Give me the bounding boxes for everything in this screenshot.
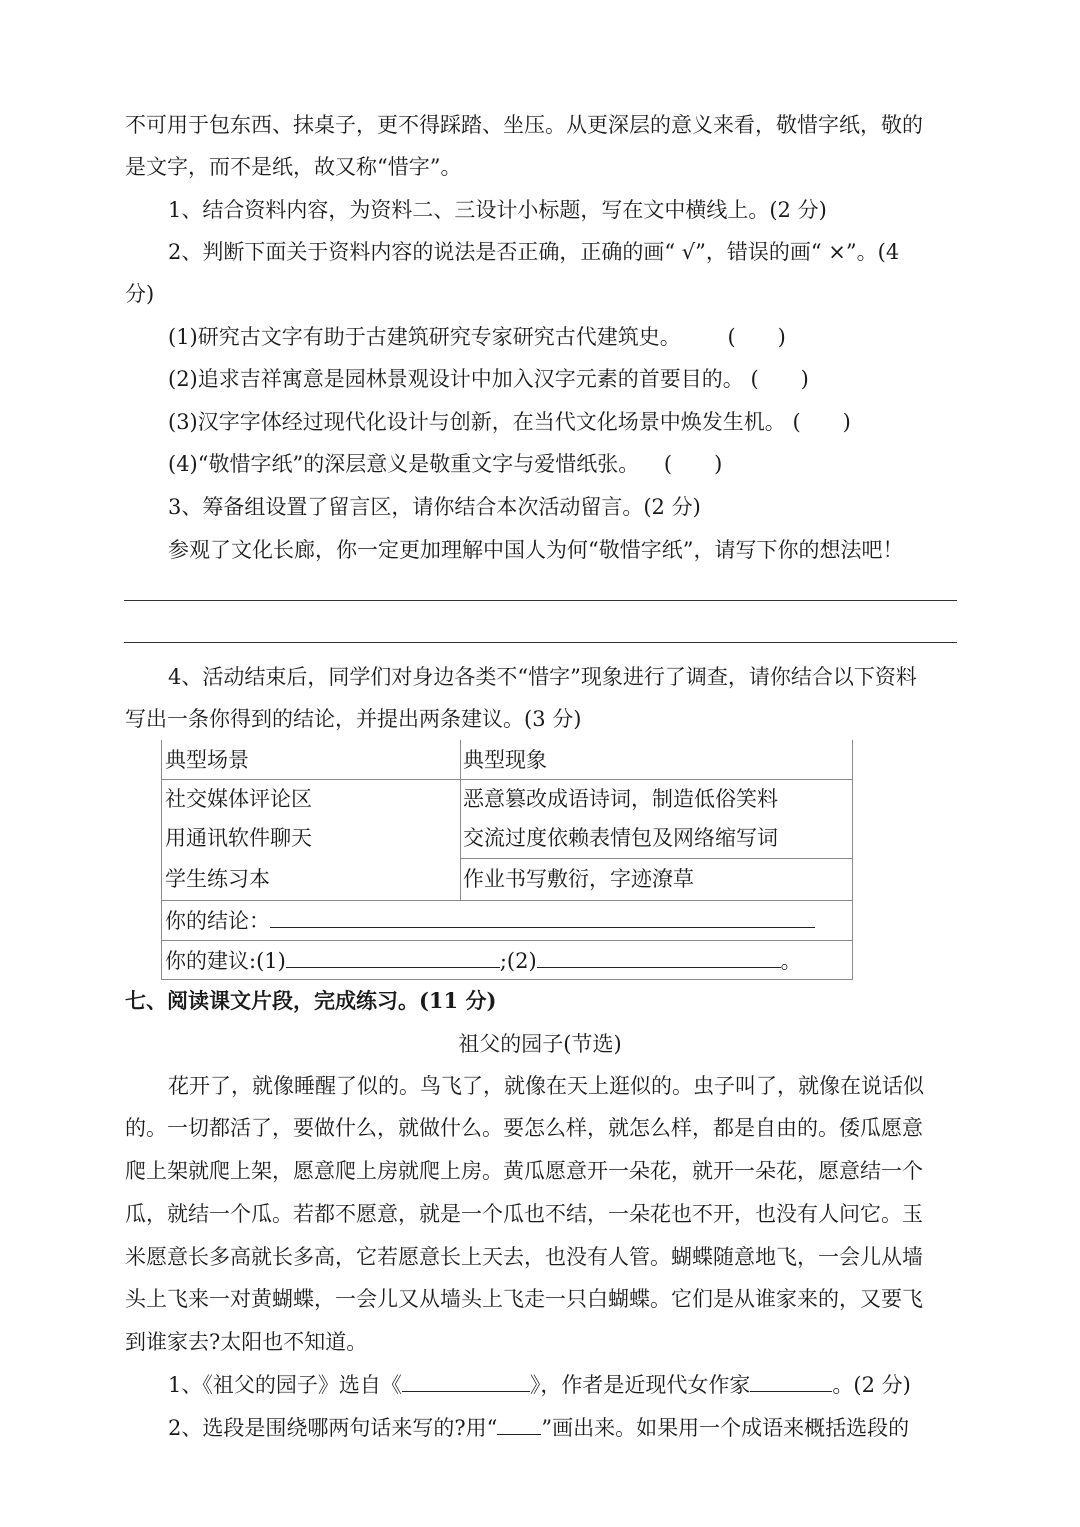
- suggestion-separator: ;(2): [499, 949, 537, 973]
- table-header-phenomenon: 典型现象: [463, 748, 547, 772]
- table-cell: 交流过度依赖表情包及网络缩写词: [463, 826, 778, 850]
- judge-item-text: (3)汉字字体经过现代化设计与创新，在当代文化场景中焕发生机。: [168, 410, 786, 434]
- book-title-blank[interactable]: [402, 1369, 530, 1392]
- question-3-line-1: 3、筹备组设置了留言区，请你结合本次活动留言。(2 分): [168, 495, 701, 519]
- table-border-bottom: [161, 979, 853, 980]
- judge-item-3: [168, 407, 957, 437]
- question-2-line-1: 2、判断下面关于资料内容的说法是否正确，正确的画“ √”，错误的画“ ×”。(4: [168, 240, 900, 264]
- suggestion-label: 你的建议:(1): [165, 949, 286, 973]
- table-cell: 恶意篡改成语诗词，制造低俗笑料: [463, 787, 778, 811]
- q1-part-c: 。(2 分): [832, 1373, 911, 1397]
- passage-line: 到谁家去?太阳也不知道。: [125, 1330, 368, 1354]
- table-border-right: [852, 740, 853, 980]
- table-cell: 作业书写敷衍，字迹潦草: [463, 867, 694, 891]
- table-row-divider: [161, 940, 853, 941]
- judge-item-text: (4)“敬惜字纸”的深层意义是敬重文字与爱惜纸张。: [168, 452, 640, 476]
- judge-item-1: [168, 322, 957, 352]
- suggestion-end: 。: [780, 949, 802, 973]
- q2-part-b: ”画出来。如果用一个成语来概括选段的: [541, 1416, 910, 1440]
- table-cell: 社交媒体评论区: [165, 787, 312, 811]
- q2-part-a: 2、选段是围绕哪两句话来写的?用“: [168, 1416, 498, 1440]
- suggestion-row: [165, 945, 802, 976]
- q1-part-b: 》，作者是近现代女作家: [529, 1373, 751, 1397]
- conclusion-blank[interactable]: [270, 905, 815, 928]
- answer-line-2[interactable]: [124, 642, 957, 643]
- passage-line: 爬上架就爬上架，愿意爬上房就爬上房。黄瓜愿意开一朵花，就开一朵花，愿意结一个: [125, 1159, 923, 1183]
- section-7-heading: 七、阅读课文片段，完成练习。(11 分): [125, 988, 497, 1013]
- passage-line: 米愿意长多高就长多高，它若愿意长上天去，也没有人管。蝴蝶随意地飞，一会儿从墙: [125, 1245, 923, 1269]
- question-4-line-1: 4、活动结束后，同学们对身边各类不“惜字”现象进行了调查，请你结合以下资料: [168, 665, 917, 689]
- table-row-divider: [161, 900, 853, 901]
- answer-line-1[interactable]: [124, 600, 957, 601]
- suggestion-blank-1[interactable]: [286, 945, 500, 968]
- question-2-line-2: 分): [125, 282, 155, 306]
- answer-paren[interactable]: ( ): [727, 325, 786, 349]
- q1-part-a: 1、《祖父的园子》选自《: [168, 1373, 402, 1397]
- question-3-line-2: 参观了文化长廊，你一定更加理解中国人为何“敬惜字纸”，请写下你的想法吧！: [168, 538, 904, 562]
- table-border-left: [161, 740, 162, 980]
- question-1: 1、结合资料内容，为资料二、三设计小标题，写在文中横线上。(2 分): [168, 198, 827, 222]
- table-column-divider: [460, 740, 461, 900]
- judge-item-text: (2)追求吉祥寓意是园林景观设计中加入汉字元素的首要目的。: [168, 367, 744, 391]
- passage-line: 头上飞来一对黄蝴蝶，一会儿又从墙头上飞走一只白蝴蝶。它们是从谁家来的，又要飞: [125, 1287, 923, 1311]
- section-7-question-1: [168, 1369, 957, 1400]
- underline-sample: [497, 1412, 541, 1435]
- passage-line: 花开了，就像睡醒了似的。鸟飞了，就像在天上逛似的。虫子叫了，就像在说话似: [168, 1074, 924, 1098]
- passage-title: 祖父的园子(节选): [458, 1032, 622, 1056]
- question-4-line-2: 写出一条你得到的结论，并提出两条建议。(3 分): [125, 707, 582, 731]
- author-blank[interactable]: [750, 1369, 832, 1392]
- table-header-divider: [161, 779, 853, 780]
- survey-table: [161, 740, 853, 980]
- intro-line-1: 不可用于包东西、抹桌子，更不得踩踏、坐压。从更深层的意义来看，敬惜字纸，敬的: [125, 113, 923, 137]
- table-cell: 学生练习本: [165, 867, 270, 891]
- suggestion-blank-2[interactable]: [537, 945, 781, 968]
- passage-line: 的。一切都活了，要做什么，就做什么。要怎么样，就怎么样，都是自由的。倭瓜愿意: [125, 1116, 923, 1140]
- answer-paren[interactable]: ( ): [792, 410, 851, 434]
- intro-line-2: 是文字，而不是纸，故又称“惜字”。: [125, 155, 462, 179]
- conclusion-row: [165, 905, 815, 936]
- answer-paren[interactable]: ( ): [663, 452, 723, 476]
- judge-item-text: (1)研究古文字有助于古建筑研究专家研究古代建筑史。: [168, 325, 681, 349]
- table-header-scene: 典型场景: [165, 748, 249, 772]
- judge-item-2: [168, 364, 957, 394]
- section-7-question-2: [168, 1412, 957, 1443]
- passage-line: 瓜，就结一个瓜。若都不愿意，就是一个瓜也不结，一朵花也不开，也没有人问它。玉: [125, 1202, 923, 1226]
- table-cell: 用通讯软件聊天: [165, 826, 312, 850]
- table-row-divider: [460, 858, 853, 859]
- judge-item-4: [168, 449, 957, 479]
- conclusion-label: 你的结论：: [165, 909, 270, 933]
- answer-paren[interactable]: ( ): [750, 367, 809, 391]
